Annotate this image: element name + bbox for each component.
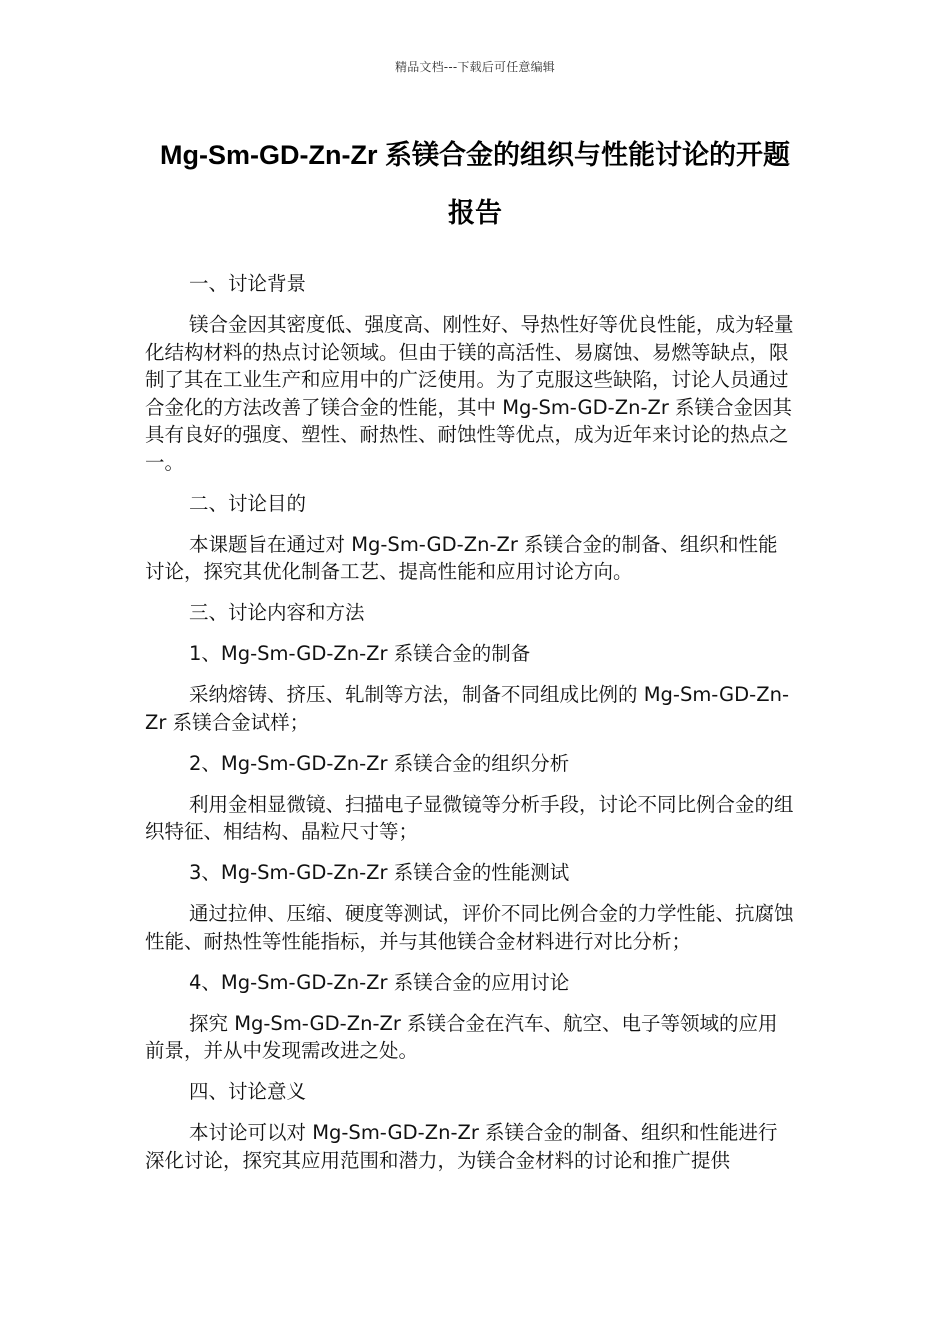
subsection-heading-microstructure: 2、Mg-Sm-GD-Zn-Zr 系镁合金的组织分析 bbox=[189, 751, 570, 775]
paragraph-preparation: 采纳熔铸、挤压、轧制等方法，制备不同组成比例的 Mg-Sm-GD-Zn-Zr 系镁合金试样； bbox=[145, 683, 789, 734]
subsection-heading-performance-test: 3、Mg-Sm-GD-Zn-Zr 系镁合金的性能测试 bbox=[189, 861, 570, 884]
paragraph-application: 探究 Mg-Sm-GD-Zn-Zr 系镁合金在汽车、航空、电子等领域的应用前景，并从中发现需改进之处。 bbox=[145, 1011, 778, 1062]
section-heading-content-methods: 三、讨论内容和方法 bbox=[189, 601, 365, 624]
document-title bbox=[120, 126, 830, 242]
paragraph-performance-test: 通过拉伸、压缩、硬度等测试，评价不同比例合金的力学性能、抗腐蚀性能、耐热性等性能指标，并与其他镁合金材料进行对比分析； bbox=[145, 902, 794, 953]
paragraph-purpose: 本课题旨在通过对 Mg-Sm-GD-Zn-Zr 系镁合金的制备、组织和性能讨论，探究其优化制备工艺、提高性能和应用讨论方向。 bbox=[145, 532, 778, 583]
paragraph-background: 镁合金因其密度低、强度高、刚性好、导热性好等优良性能，成为轻量化结构材料的热点讨论领域。但由于镁的高活性、易腐蚀、易燃等缺点，限制了其在工业生产和应用中的广泛使用。为了克服这些缺陷，讨论人员通过合金化的方法改善了镁合金的性能，其中 Mg-Sm-GD-Zn-Zr 系镁合金因其具有良好的强度、塑性、耐热性、耐蚀性等优点，成为近年来讨论的热点之一。 bbox=[145, 313, 794, 474]
header-note: 精品文档---下载后可任意编辑 bbox=[395, 60, 555, 74]
section-heading-significance: 四、讨论意义 bbox=[189, 1080, 307, 1103]
section-heading-purpose: 二、讨论目的 bbox=[189, 491, 307, 515]
paragraph-microstructure: 利用金相显微镜、扫描电子显微镜等分析手段，讨论不同比例合金的组织特征、相结构、晶粒尺寸等； bbox=[145, 792, 794, 843]
section-heading-background: 一、讨论背景 bbox=[189, 272, 307, 295]
title-line-1: Mg-Sm-GD-Zn-Zr 系镁合金的组织与性能讨论的开题 bbox=[160, 140, 790, 170]
subsection-heading-preparation: 1、Mg-Sm-GD-Zn-Zr 系镁合金的制备 bbox=[189, 642, 531, 665]
document-body bbox=[145, 270, 795, 1188]
paragraph-significance: 本讨论可以对 Mg-Sm-GD-Zn-Zr 系镁合金的制备、组织和性能进行深化讨论，探究其应用范围和潜力，为镁合金材料的讨论和推广提供 bbox=[145, 1121, 778, 1172]
title-line-2: 报告 bbox=[448, 198, 502, 228]
subsection-heading-application: 4、Mg-Sm-GD-Zn-Zr 系镁合金的应用讨论 bbox=[189, 970, 570, 994]
